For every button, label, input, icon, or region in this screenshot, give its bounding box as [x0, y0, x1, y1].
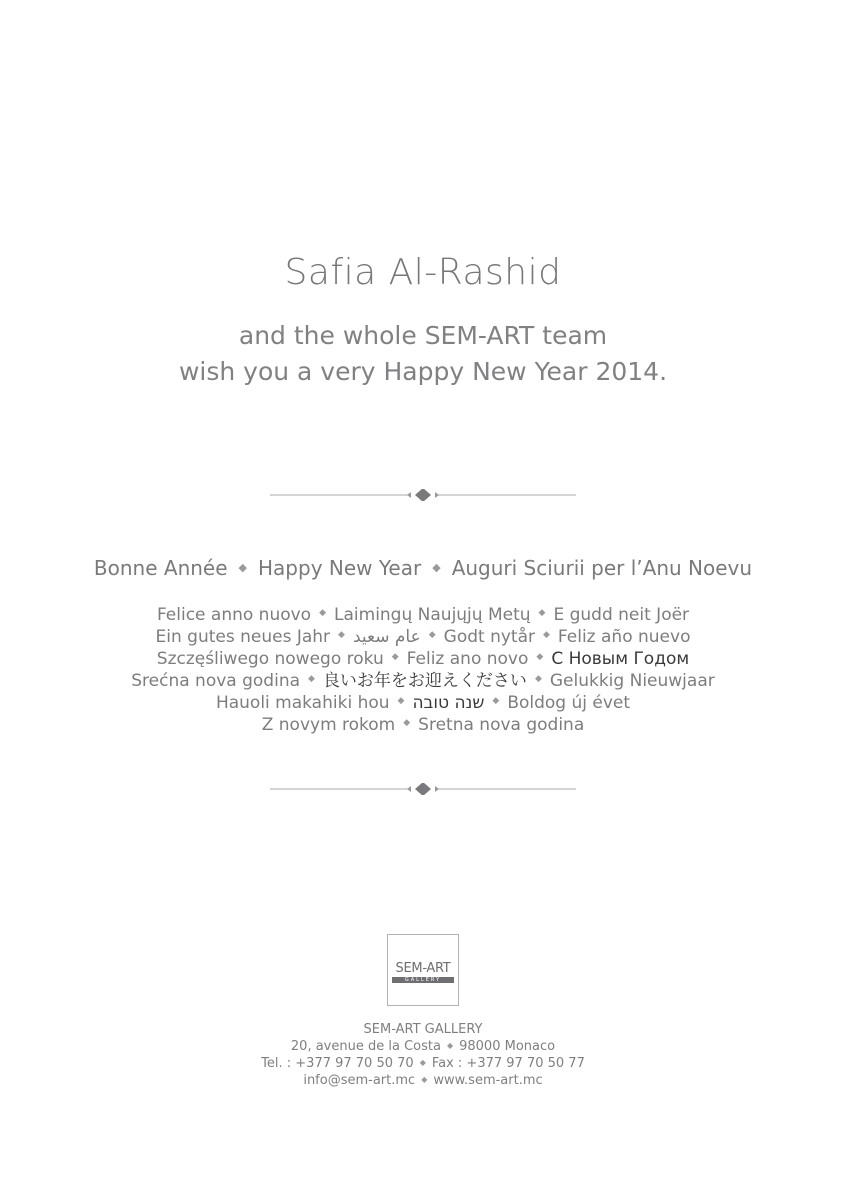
greeting-item-arabic: عام سعيد — [352, 627, 421, 647]
separator-diamond-icon: ◆ — [319, 608, 327, 618]
greeting-item: Szczęśliwego nowego roku — [156, 649, 384, 669]
greetings-list — [0, 604, 846, 736]
email-link[interactable]: info@sem-art.mc — [303, 1073, 416, 1088]
separator-diamond-icon: ◆ — [428, 630, 436, 640]
separator-diamond-icon: ◆ — [536, 652, 544, 662]
ornamental-divider-top — [270, 489, 576, 501]
separator-diamond-icon: ◆ — [397, 696, 405, 706]
footer-phone — [0, 1055, 846, 1072]
greeting-item: Godt nytår — [443, 627, 535, 647]
address-city: 98000 Monaco — [459, 1039, 556, 1054]
page-title: Safia Al-Rashid — [284, 252, 562, 293]
greeting-item: Feliz año nuevo — [557, 627, 691, 647]
gallery-logo — [387, 934, 459, 1006]
diamond-ornament-icon — [270, 783, 576, 795]
separator-diamond-icon: ◆ — [534, 674, 542, 684]
greeting-item-japanese: 良いお年をお迎えください — [322, 671, 527, 691]
greeting-message — [0, 318, 846, 390]
greeting-item: Felice anno nuovo — [156, 605, 312, 625]
greeting-item: Laimingų Naujųjų Metų — [334, 605, 531, 625]
greeting-line-1: and the whole SEM-ART team — [238, 321, 608, 350]
greeting-item: Boldog új évet — [507, 693, 631, 713]
separator-diamond-icon: ◆ — [446, 1041, 454, 1050]
logo-text: SEM-ART — [395, 961, 451, 976]
greeting-item: Sretna nova godina — [418, 715, 585, 735]
separator-diamond-icon: ◆ — [492, 696, 500, 706]
greeting-item: Srećna nova godina — [131, 671, 301, 691]
separator-diamond-icon: ◆ — [308, 674, 315, 684]
separator-diamond-icon: ◆ — [391, 652, 399, 662]
greeting-item: Ein gutes neues Jahr — [155, 627, 331, 647]
greeting-item-russian: С Новым Годом — [551, 649, 690, 669]
separator-diamond-icon: ◆ — [403, 718, 411, 728]
greeting-english: Happy New Year — [258, 556, 422, 580]
separator-diamond-icon: ◆ — [432, 561, 441, 574]
primary-greetings — [0, 556, 846, 580]
separator-diamond-icon: ◆ — [419, 1058, 426, 1067]
greeting-item: Gelukkig Nieuwjaar — [549, 671, 715, 691]
separator-diamond-icon: ◆ — [338, 630, 345, 640]
footer-gallery-name: SEM-ART GALLERY — [363, 1022, 483, 1037]
greetings-line-6 — [0, 714, 846, 736]
greeting-item-hebrew: שנה טובה — [412, 693, 485, 713]
fax-number: Fax : +377 97 70 50 77 — [431, 1056, 585, 1071]
greeting-item: Feliz ano novo — [406, 649, 529, 669]
greeting-line-2: wish you a very Happy New Year 2014. — [178, 357, 668, 386]
separator-diamond-icon: ◆ — [543, 630, 550, 640]
diamond-ornament-icon — [270, 489, 576, 501]
greeting-french: Bonne Année — [93, 556, 228, 580]
greetings-line-5 — [0, 692, 846, 714]
greeting-monegasque: Auguri Sciurii per l’Anu Noevu — [451, 556, 753, 580]
greeting-item: Hauoli makahiki hou — [215, 693, 390, 713]
footer-contact — [0, 1021, 846, 1089]
greetings-line-1 — [0, 604, 846, 626]
separator-diamond-icon: ◆ — [538, 608, 546, 618]
footer-web — [0, 1072, 846, 1089]
separator-diamond-icon: ◆ — [238, 561, 248, 574]
separator-diamond-icon: ◆ — [421, 1075, 428, 1084]
address-street: 20, avenue de la Costa — [290, 1039, 441, 1054]
greetings-line-4 — [0, 670, 846, 692]
website-link[interactable]: www.sem-art.mc — [433, 1073, 543, 1088]
greetings-line-2 — [0, 626, 846, 648]
footer-address — [0, 1038, 846, 1055]
greeting-item: Z novym rokom — [261, 715, 396, 735]
logo-subtext: GALLERY — [392, 977, 454, 983]
phone-number: Tel. : +377 97 70 50 70 — [261, 1056, 414, 1071]
greeting-item: E gudd neit Joër — [553, 605, 690, 625]
ornamental-divider-bottom — [270, 783, 576, 795]
greetings-line-3 — [0, 648, 846, 670]
